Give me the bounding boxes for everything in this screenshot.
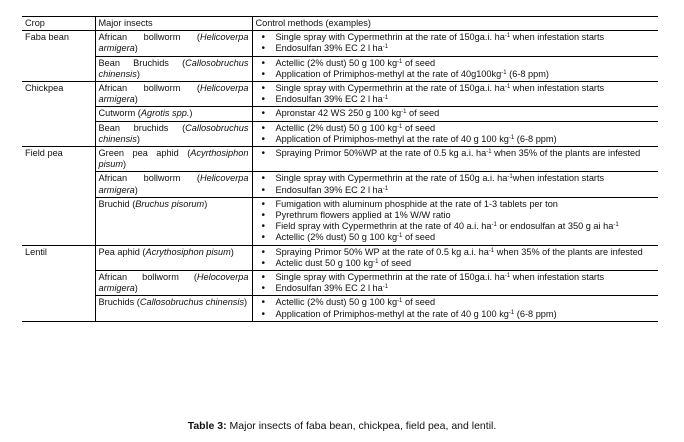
control-cell bbox=[252, 271, 658, 296]
control-item: • Spraying Primor 50% WP at the rate of 0.5 kg a.i. $ha^{-1}$ when 35% of the plants are infested bbox=[256, 247, 656, 258]
control-list bbox=[256, 297, 656, 319]
control-item: • Actellic (2% dust) 50 g 100 $kg^{-1}$ of seed bbox=[256, 297, 656, 308]
control-cell bbox=[252, 31, 658, 56]
control-item: • Field spray with Cypermethrin at the rate of 40 a.i. $ha^{-1}$ or endosulfan at 350 g ai $ha^{-1}$ bbox=[256, 221, 656, 232]
table-row bbox=[22, 172, 658, 197]
crop-cell bbox=[22, 296, 95, 321]
control-list bbox=[256, 199, 656, 244]
control-item: • Application of Primiphos-methyl at the rate of 40 g 100 $kg^{-1}$ (6-8 ppm) bbox=[256, 309, 656, 320]
insect-cell: Bruchids (Callosobruchus chinensis) bbox=[95, 296, 252, 321]
control-cell bbox=[252, 245, 658, 270]
table-row bbox=[22, 31, 658, 56]
crop-cell: Lentil bbox=[22, 245, 95, 270]
insect-cell: Pea aphid (Acrythosiphon pisum) bbox=[95, 245, 252, 270]
control-item: • Application of Primiphos-methyl at the rate of $40g100kg^{-1}$ (6-8 ppm) bbox=[256, 69, 656, 80]
table-row bbox=[22, 121, 658, 146]
crop-cell: Field pea bbox=[22, 147, 95, 172]
control-item: • Actellic (2% dust) 50 g 100 $kg^{-1}$ of seed bbox=[256, 123, 656, 134]
insect-cell: Cutworm (Agrotis spp.) bbox=[95, 107, 252, 121]
control-item: • Single spray with Cypermethrin at the rate of 150ga.i. $ha^{-1}$ when infestation starts bbox=[256, 83, 656, 94]
insect-cell: African bollworm (Helicoverpa armigera) bbox=[95, 31, 252, 56]
table-row bbox=[22, 271, 658, 296]
control-cell bbox=[252, 147, 658, 172]
insects-table bbox=[22, 16, 658, 322]
control-cell bbox=[252, 107, 658, 121]
table-row bbox=[22, 107, 658, 121]
table-caption bbox=[0, 420, 684, 432]
crop-cell bbox=[22, 197, 95, 245]
table-row bbox=[22, 197, 658, 245]
crop-cell bbox=[22, 172, 95, 197]
caption-text: Major insects of faba bean, chickpea, field pea, and lentil. bbox=[226, 420, 497, 432]
crop-cell: Faba bean bbox=[22, 31, 95, 56]
control-list bbox=[256, 108, 656, 119]
control-list bbox=[256, 83, 656, 105]
control-item: • Actellic (2% dust) 50 g 100 $kg^{-1}$ of seed bbox=[256, 232, 656, 243]
insect-cell: African bollworm (Helicoverpa armigera) bbox=[95, 82, 252, 107]
control-cell bbox=[252, 121, 658, 146]
caption-label: Table 3: bbox=[187, 420, 227, 432]
control-list bbox=[256, 173, 656, 195]
control-item: • Spraying Primor 50%WP at the rate of 0.5 kg a.i. $ha^{-1}$ when 35% of the plants are infested bbox=[256, 148, 656, 159]
header-crop: Crop bbox=[22, 17, 95, 31]
control-cell bbox=[252, 82, 658, 107]
control-item: • Single spray with Cypermethrin at the rate of 150ga.i. $ha^{-1}$ when infestation starts bbox=[256, 32, 656, 43]
crop-cell: Chickpea bbox=[22, 82, 95, 107]
control-list bbox=[256, 272, 656, 294]
crop-cell bbox=[22, 56, 95, 81]
control-cell bbox=[252, 197, 658, 245]
table-body bbox=[22, 31, 658, 322]
insect-cell: Bean bruchids (Callosobruchus chinensis) bbox=[95, 121, 252, 146]
control-cell bbox=[252, 56, 658, 81]
control-item: • Endosulfan 39% EC 2 l $ha^{-1}$ bbox=[256, 283, 656, 294]
header-control: Control methods (examples) bbox=[252, 17, 658, 31]
table-row bbox=[22, 82, 658, 107]
control-item: • Actelic dust 50 g 100 $kg^{-1}$ of seed bbox=[256, 258, 656, 269]
control-cell bbox=[252, 172, 658, 197]
control-list bbox=[256, 247, 656, 269]
control-list bbox=[256, 148, 656, 159]
table-row bbox=[22, 56, 658, 81]
table-header-row bbox=[22, 17, 658, 31]
insect-cell: African bollworm (Helocoverpa armigera) bbox=[95, 271, 252, 296]
insect-cell: Green pea aphid (Acyrthosiphon pisum) bbox=[95, 147, 252, 172]
insect-cell: Bean Bruchids (Callosobruchus chinensis) bbox=[95, 56, 252, 81]
control-item: • Application of Primiphos-methyl at the rate of 40 g 100 $kg^{-1}$ (6-8 ppm) bbox=[256, 134, 656, 145]
table-row bbox=[22, 245, 658, 270]
crop-cell bbox=[22, 107, 95, 121]
control-list bbox=[256, 123, 656, 145]
control-item: • Single spray with Cypermethrin at the rate of 150ga.i. $ha^{-1}$ when infestation starts bbox=[256, 272, 656, 283]
crop-cell bbox=[22, 271, 95, 296]
document-body bbox=[22, 16, 658, 322]
control-item: • Endosulfan 39% EC 2 l $ha^{-1}$ bbox=[256, 94, 656, 105]
control-item: • Endosulfan 39% EC 2 l $ha^{-1}$ bbox=[256, 185, 656, 196]
control-item: • Single spray with Cypermethrin at the rate of 150g a.i. $ha^{-1}when$ infestation starts bbox=[256, 173, 656, 184]
control-list bbox=[256, 32, 656, 54]
control-item: • Pyrethrum flowers applied at 1% W/W ratio bbox=[256, 210, 656, 221]
control-list bbox=[256, 58, 656, 80]
table-row bbox=[22, 147, 658, 172]
control-item: • Actellic (2% dust) 50 g 100 $kg^{-1}$ of seed bbox=[256, 58, 656, 69]
header-insects: Major insects bbox=[95, 17, 252, 31]
table-row bbox=[22, 296, 658, 321]
insect-cell: African bollworm (Helicoverpa armigera) bbox=[95, 172, 252, 197]
crop-cell bbox=[22, 121, 95, 146]
control-cell bbox=[252, 296, 658, 321]
control-item: • Fumigation with aluminum phosphide at the rate of 1-3 tablets per ton bbox=[256, 199, 656, 210]
control-item: • Apronstar 42 WS 250 g 100 $kg^{-1}$ of seed bbox=[256, 108, 656, 119]
insect-cell: Bruchid (Bruchus pisorum) bbox=[95, 197, 252, 245]
control-item: • Endosulfan 39% EC 2 l $ha^{-1}$ bbox=[256, 43, 656, 54]
